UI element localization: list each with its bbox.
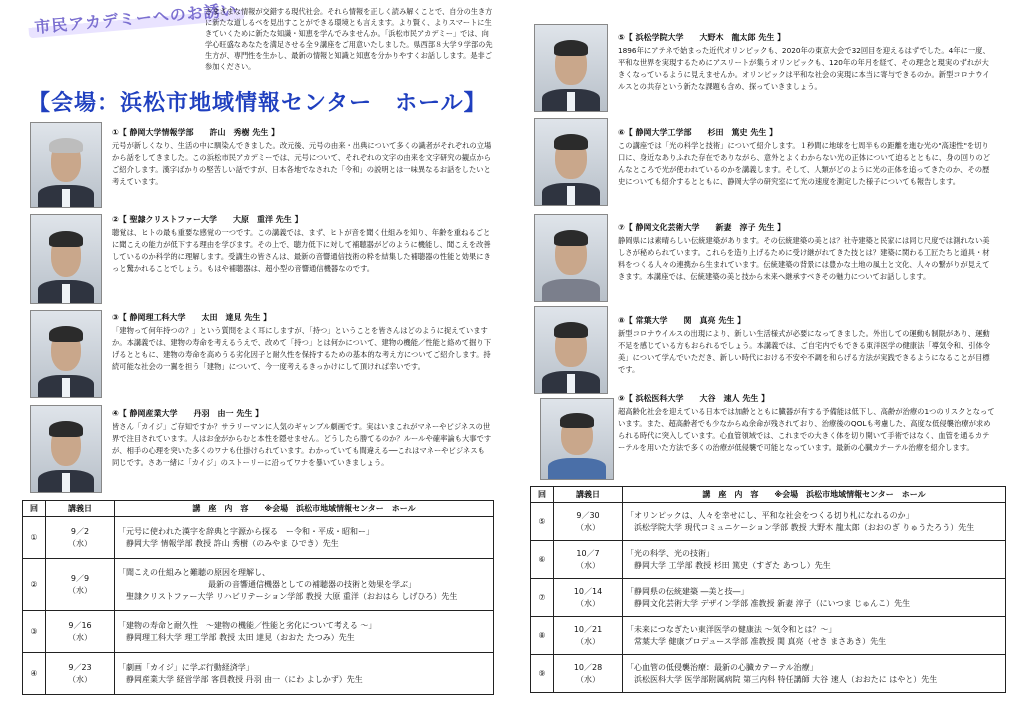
course-lecturer: 静岡理工科大学 理工学部 教授 太田 達見（おおた たつみ）先生 (126, 632, 355, 642)
dow-text: （水） (576, 598, 600, 608)
date-text: 9／2 (70, 526, 90, 536)
course-lecturer: 静岡大学 情報学部 教授 許山 秀樹（のみやま ひでき）先生 (126, 538, 339, 548)
date-text: 10／7 (576, 548, 600, 558)
course-title: 「心血管の低侵襲治療：最新の心臓カテーテル治療」 (626, 662, 818, 672)
dow-text: （水） (68, 585, 92, 595)
lecture-title: ③【 静岡理工科大学 太田 達見 先生 】 (112, 313, 272, 322)
lecture-text: 「建物って何年持つの？」という質問をよく耳にしますが、「持つ」ということを皆さんはどのように捉えていますか。本講義では、建物の寿命を考えるうえで、改めて「持つ」とは何かについて、建物の機能／性能と絡めて掘り下げるとともに、建物の寿命を高めうる劣化因子と耐久性を保持するための基本的な考え方についてご紹介します。持続可能な社会の一翼を担う「建物」について、今一度考えるきっかけにして頂ければ幸いです。 (112, 326, 491, 371)
dow-text: （水） (576, 674, 600, 684)
intro-title: 市民アカデミーへのお誘い (27, 0, 244, 38)
header-date: 講義日 (554, 487, 623, 503)
lecturer-photo-5 (534, 24, 608, 112)
row-content (623, 579, 1006, 617)
lecture-text: 新型コロナウイルスの出現により、新しい生活様式が必要になってきました。外出しての運動も制限があり、運動不足を感じている方もおられるでしょう。本講義では、ご自宅内でもできる東洋医学の健康法「導気令和、引体令美」について学んでいただき、新しい時代における不安や不調を和らげる方法が実践できるようになることが目標です。 (618, 329, 991, 374)
header-num: 回 (23, 501, 46, 517)
dow-text: （水） (576, 636, 600, 646)
dow-text: （水） (576, 522, 600, 532)
table-row (23, 517, 494, 559)
lecture-1 (112, 127, 492, 188)
row-num: ④ (23, 653, 46, 695)
lecture-title: ⑥【 静岡大学工学部 杉田 篤史 先生 】 (618, 128, 778, 137)
row-content (115, 559, 494, 611)
date-text: 9／23 (68, 662, 92, 672)
lecturer-photo-2 (30, 214, 102, 304)
lecturer-photo-7 (534, 214, 608, 302)
course-title: 「聞こえの仕組みと難聴の原因を理解し、 (118, 567, 270, 577)
date-text: 10／21 (573, 624, 603, 634)
lecture-9 (618, 393, 996, 454)
row-date (46, 611, 115, 653)
table-row (531, 541, 1006, 579)
row-content (623, 617, 1006, 655)
lecture-text: 元号が新しくなり、生活の中に馴染んできました。改元後、元号の由来・出典について多くの識者がそれぞれの立場から話をしてきました。この浜松市民アカデミーでは、元号について、それぞれの文字の由来を文字研究の観点からご紹介します。漢字ばかりの堅苦しい話ですが、日本各地でなされた「令和」の説明とは一味異なるお話をしたいと考えています。 (112, 141, 492, 186)
schedule-table-right (530, 486, 1006, 693)
lecturer-photo-9 (540, 398, 614, 480)
schedule-table-left (22, 500, 494, 695)
lecture-text: この講座では「光の科学と技術」について紹介します。１秒間に地球を七周半もの距離を進む光の"高速性"を切り口に、身近なありふれた存在でありながら、意外とよくわからない光の正体について迫るとともに、身の回りのどんなところで光が使われているのかを講義します。そして、人類がどのように光の正体を追ってきたのか、その歴史についても紹介するとともに、静岡大学の研究室にて光の速度を測定した様子についても報告します。 (618, 141, 990, 186)
row-num: ⑨ (531, 655, 554, 693)
lecture-5 (618, 32, 996, 93)
lecture-title: ⑧【 常葉大学 関 真亮 先生 】 (618, 316, 746, 325)
lecture-8 (618, 315, 996, 376)
header-content: 講 座 内 容 ※会場 浜松市地域情報センター ホール (115, 501, 494, 517)
lecturer-photo-8 (534, 306, 608, 394)
course-title: 「静岡県の伝統建築 ―美と技―」 (626, 586, 749, 596)
dow-text: （水） (576, 560, 600, 570)
row-date (554, 617, 623, 655)
course-lecturer: 浜松学院大学 現代コミュニケーション学部 教授 大野木 龍太郎（おおのぎ りゅうたろう）先生 (634, 522, 975, 532)
row-date (46, 653, 115, 695)
date-text: 9／30 (576, 510, 600, 520)
row-num: ① (23, 517, 46, 559)
header-date: 講義日 (46, 501, 115, 517)
table-header (23, 501, 494, 517)
lecturer-photo-4 (30, 405, 102, 493)
lecture-title: ⑨【 浜松医科大学 大谷 速人 先生 】 (618, 394, 770, 403)
lecture-7 (618, 222, 996, 283)
lecture-text: 超高齢化社会を迎えている日本では加齢とともに臓器が有する予備能は低下し、高齢が治療の1つのリスクとなっています。また、超高齢者でも少なからぬ余命が残されており、治療後のQOLも考慮した、高度な低侵襲治療が求められる時代に突入しています。心血管領域では、これまでの大きく体を切り開いて手術ではなく、血管を通るカテーテルを用いた方法で多くの治療が低侵襲で可能となっています。最新の心臓カテーテル治療を紹介します。 (618, 407, 995, 452)
lecturer-photo-6 (534, 118, 608, 206)
lecture-4 (112, 408, 492, 469)
lecture-2 (112, 214, 492, 275)
dow-text: （水） (68, 632, 92, 642)
table-row (531, 655, 1006, 693)
course-title-cont: 最新の音響通信機器としての補聴器の技術と効果を学ぶ」 (208, 579, 416, 589)
row-content (623, 541, 1006, 579)
row-num: ③ (23, 611, 46, 653)
date-text: 10／28 (573, 662, 603, 672)
row-date (554, 541, 623, 579)
course-title: 「建物の寿命と耐久性 〜建物の機能／性能と劣化について考える 〜」 (118, 620, 377, 630)
course-lecturer: 浜松医科大学 医学部附属病院 第三内科 特任講師 大谷 速人（おおたに はやと）先生 (634, 674, 938, 684)
course-title: 「光の科学、光の技術」 (626, 548, 714, 558)
course-title: 「未来につなぎたい東洋医学の健康法 〜気令和とは？〜」 (626, 624, 837, 634)
lecture-text: 聴覚は、ヒトの最も重要な感覚の一つです。この講義では、まず、ヒトが音を聞く仕組みを知り、年齢を重ねるごとに聞こえの能力が低下する理由を学びます。その上で、聴力低下に対して補聴器がどのように機能し、聞こえを改善しているのか科学的に理解します。受講生の皆さんは、最新の音響通信技術の粋を結集した補聴器の性能と効果にきっと驚かれることでしょう。もはや補聴器は、超小型の音響通信機器なのです。 (112, 228, 491, 273)
dow-text: （水） (68, 674, 92, 684)
intro-paragraph: さまざまな情報が交錯する現代社会。それら情報を正しく読み解くことで、自分の生き方に新たな道しるべを見出すことができる環境とも言えます。より賢く、よりスマートに生きていくために新たな知識・知恵を学んでみませんか。「浜松市民アカデミー」では、向学心旺盛なあなたを満足させる全９講座をご用意いたしました。県西部８大学９学部の先生方が、専門性を生かし、最新の情報と知識と知恵を分かりやすくお話しします。是非ご参加ください。 (205, 7, 493, 71)
course-lecturer: 聖隷クリストファー大学 リハビリテーション学部 教授 大原 重洋（おおはら しげひろ）先生 (126, 591, 458, 601)
table-row (531, 617, 1006, 655)
lecture-title: ⑦【 静岡文化芸術大学 新妻 淳子 先生 】 (618, 223, 786, 232)
row-num: ⑥ (531, 541, 554, 579)
row-date (554, 579, 623, 617)
lecture-text: 1896年にアテネで始まった近代オリンピックも、2020年の東京大会で32回目を迎えるはずでした。4年に一度、平和な世界を実現するためにアスリートが集うオリンピックも、120年の年月を経て、その理念と現実のずれが大きくなっているように見えませんか。オリンピックは平和な社会の実現に本当に寄与できるのか。新型コロナウイルスとの共存という新たな課題も含め、探っていきましょう。 (618, 46, 990, 91)
row-date (46, 559, 115, 611)
table-row (531, 503, 1006, 541)
row-num: ⑦ (531, 579, 554, 617)
lecture-title: ①【 静岡大学情報学部 許山 秀樹 先生 】 (112, 128, 280, 137)
lecturer-photo-1 (30, 122, 102, 208)
row-date (46, 517, 115, 559)
date-text: 9／16 (68, 620, 92, 630)
row-date (554, 503, 623, 541)
venue-heading: 【会場：浜松市地域情報センター ホール】 (28, 91, 487, 116)
date-text: 9／9 (70, 573, 90, 583)
table-row (23, 559, 494, 611)
course-lecturer: 静岡産業大学 経営学部 客員教授 丹羽 由一（にわ よしかず）先生 (126, 674, 363, 684)
row-num: ② (23, 559, 46, 611)
lecture-title: ②【 聖隷クリストファー大学 大原 重洋 先生 】 (112, 215, 303, 224)
header-content: 講 座 内 容 ※会場 浜松市地域情報センター ホール (623, 487, 1006, 503)
lecture-title: ⑤【 浜松学院大学 大野木 龍太郎 先生 】 (618, 33, 786, 42)
course-lecturer: 静岡大学 工学部 教授 杉田 篤史（すぎた あつし）先生 (634, 560, 831, 570)
row-content (115, 611, 494, 653)
course-title: 「元号に使われた漢字を辞典と字源から探る ー令和・平成・昭和ー」 (118, 526, 374, 536)
lecturer-photo-3 (30, 310, 102, 398)
date-text: 10／14 (573, 586, 603, 596)
table-row (531, 579, 1006, 617)
course-lecturer: 静岡文化芸術大学 デザイン学部 准教授 新妻 淳子（にいつま じゅんこ）先生 (634, 598, 911, 608)
course-lecturer: 常葉大学 健康プロデュース学部 准教授 関 真亮（せき まさあき）先生 (634, 636, 887, 646)
dow-text: （水） (68, 538, 92, 548)
lecture-6 (618, 127, 996, 188)
row-num: ⑧ (531, 617, 554, 655)
lecture-title: ④【 静岡産業大学 丹羽 由一 先生 】 (112, 409, 264, 418)
row-content (115, 653, 494, 695)
table-row (23, 653, 494, 695)
row-content (623, 503, 1006, 541)
table-row (23, 611, 494, 653)
row-date (554, 655, 623, 693)
header-num: 回 (531, 487, 554, 503)
course-title: 「劇画「カイジ」に学ぶ行動経済学」 (118, 662, 254, 672)
course-title: 「オリンピックは、人々を幸せにし、平和な社会をつくる切り札になれるのか」 (626, 510, 914, 520)
row-content (623, 655, 1006, 693)
lecture-3 (112, 312, 492, 373)
row-content (115, 517, 494, 559)
lecture-text: 静岡県には素晴らしい伝統建築があります。その伝統建築の美とは？社寺建築と民家には同じ尺度では測れない美しさが秘められています。これらを造り上げるために受け継がれてきた技とは？建築に関わる工匠たちと道具・材料をつくる人々の連携から生まれています。伝統建築の背景には豊かな土地の風土と文化、人々の繋がりが見えてきます。本講座では、伝統建築の美と技から未来へ継承すべきその魅力についてお話しします。 (618, 236, 990, 281)
row-num: ⑤ (531, 503, 554, 541)
lecture-text: 皆さん「カイジ」ご存知ですか？サラリーマンに人気のギャンブル劇画です。実はいまこれがマネーやビジネスの世界で注目されています。人はお金がからむと本性を隠せません。どうしたら勝てるのか？ルールや確率論も大事ですが、相手の心理を突いた多くのワナも仕掛けられています。わかっていても間違える──これはマネーやビジネスも同じです。さあ一緒に「カイジ」のストーリーに沿ってワナを暴いていきましょう。 (112, 422, 492, 467)
table-header (531, 487, 1006, 503)
